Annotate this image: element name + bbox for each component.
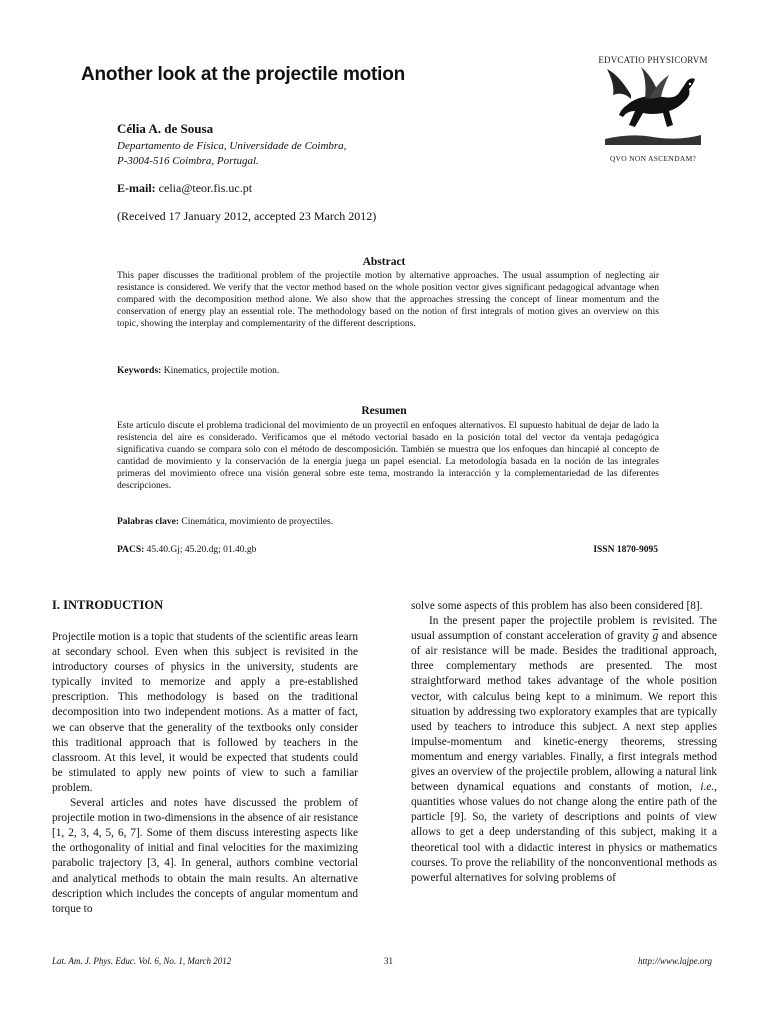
body-column-left [52,630,358,917]
pacs-label: PACS: [117,545,145,555]
abstract-heading: Abstract [362,256,406,268]
issn: ISSN 1870-9095 [593,545,658,555]
footer-url[interactable]: http://www.lajpe.org [637,956,712,966]
palabras-clave-label: Palabras clave: [117,517,180,527]
affiliation-line-2: P-3004-516 Coimbra, Portugal. [117,155,259,167]
body-column-right [411,599,717,886]
ie-abbrev: i.e. [700,781,715,794]
intro-paragraph-1: Projectile motion is a topic that students of the scientific areas learn at secondary school. Even when this subject is revisited in the introductory courses of physics in the university, students are typically invited to memorize and apply a pre-established prescription. This methodology is based on the traditional decomposition into two independent motions. As a matter of fact, we can observe that the generality of the textbooks only consider this traditional approach that is followed by teachers in the classroom. At this level, it would be expected that students could be stimulated to apply new points of view to such a familiar problem. [52,631,358,794]
footer-page-number: 31 [384,956,393,966]
email-label: E-mail: [117,181,156,195]
abstract-text: This paper discusses the traditional problem of the projectile motion by alternative approaches. The usual assumption of neglecting air resistance is considered. We verify that the vector method based on the whole position vector gives significant pedagogical advantage when compared with the decomposition method alone. We also show that the approaches stressing the concept of linear momentum and the conservation of energy play an essential role. The methodology based on the notion of first integrals of motion gives an overview on this topic, showing the interplay and complementarity of the different descriptions. [117,271,659,330]
resumen-heading: Resumen [361,405,407,417]
palabras-clave-value: Cinemática, movimiento de proyectiles. [181,517,334,527]
keywords-label: Keywords: [117,366,162,376]
logo-motto: QVO NON ASCENDAM? [609,154,697,163]
keywords [117,366,279,376]
pacs-codes [117,545,256,555]
author-name: Célia A. de Sousa [117,121,214,136]
intro-paragraph-4 [411,614,717,886]
pacs-value: 45.40.Gj; 45.20.dg; 01.40.gb [146,545,257,555]
intro-p4-part-c: , quantities whose values do not change along the entire path of the particle [9]. So, the variety of descriptions and points of view allows to get a deep understanding of this subject, making it a theoretical tool with a didactic interest in physics or mathematics courses. To prove the reliability of the nonconventional methods as powerful alternatives for solving problems of [411,781,717,884]
intro-p4-part-b: and absence of air resistance will be made. Besides the traditional approach, three complementary methods are presented. The most straightforward method takes advantage of the whole position vector, with calculus being kept to a minimum. We report this situation by addressing two exploratory examples that are typically used by teachers to introduce this subject. A next step applies impulse-momentum and kinetic-energy theorems, stressing momentum and energy variables. Finally, a first integrals method gives an overview of the projectile problem, allowing a natural link between dynamical equations and constants of motion, [411,630,717,794]
author-email [117,181,252,196]
received-dates: (Received 17 January 2012, accepted 23 March 2012) [117,209,377,223]
logo-top-text: EDVCATIO PHYSICORVM [598,55,708,65]
paper-title: Another look at the projectile motion [81,64,406,85]
winged-horse-emblem-icon [601,65,705,147]
palabras-clave [117,517,333,527]
email-address[interactable]: celia@teor.fis.uc.pt [158,181,253,195]
journal-logo [598,55,708,163]
resumen-text: Este artículo discute el problema tradicional del movimiento de un proyectil en enfoques alternativos. El supuesto habitual de dejar de lado la resistencia del aire es considerado. Verificamos que el método vectorial basado en la posición total del vector da ventaja pedagógica significativa cuando se compara solo con el método de descomposición. También se muestra que los enfoques dan hincapié al concepto de cantidad de movimiento y la conservación de la energía juega un papel esencial. La metodología basada en la noción de las integrales primeras del movimiento ofrece una visión general sobre este tema, mostrando la interacción y la complementariedad de las diferentes descripciones. [117,421,659,492]
footer-journal: Lat. Am. J. Phys. Educ. Vol. 6, No. 1, March 2012 [52,956,232,966]
intro-paragraph-2: Several articles and notes have discussed the problem of projectile motion in two-dimensions in the absence of air resistance [1, 2, 3, 4, 5, 6, 7]. Some of them discuss interesting aspects like the orthogonality of initial and final velocities for the maximizing parabolic trajectory [3, 4]. In general, authors combine vectorial and analytical methods to obtain the main results. An alternative description which includes the concepts of angular momentum and torque to [52,797,358,915]
gravity-vector-symbol: $\overline{g}$ [652,630,659,643]
intro-paragraph-3: solve some aspects of this problem has also been considered [8]. [411,600,703,612]
affiliation-line-1: Departamento de Física, Universidade de Coimbra, [117,140,347,152]
intro-p4-part-a: In the present paper the projectile problem is revisited. The usual assumption of constant acceleration of gravity [411,615,717,643]
keywords-value: Kinematics, projectile motion. [163,366,280,376]
author-affiliation [117,139,346,169]
introduction-heading: I. INTRODUCTION [52,598,164,612]
